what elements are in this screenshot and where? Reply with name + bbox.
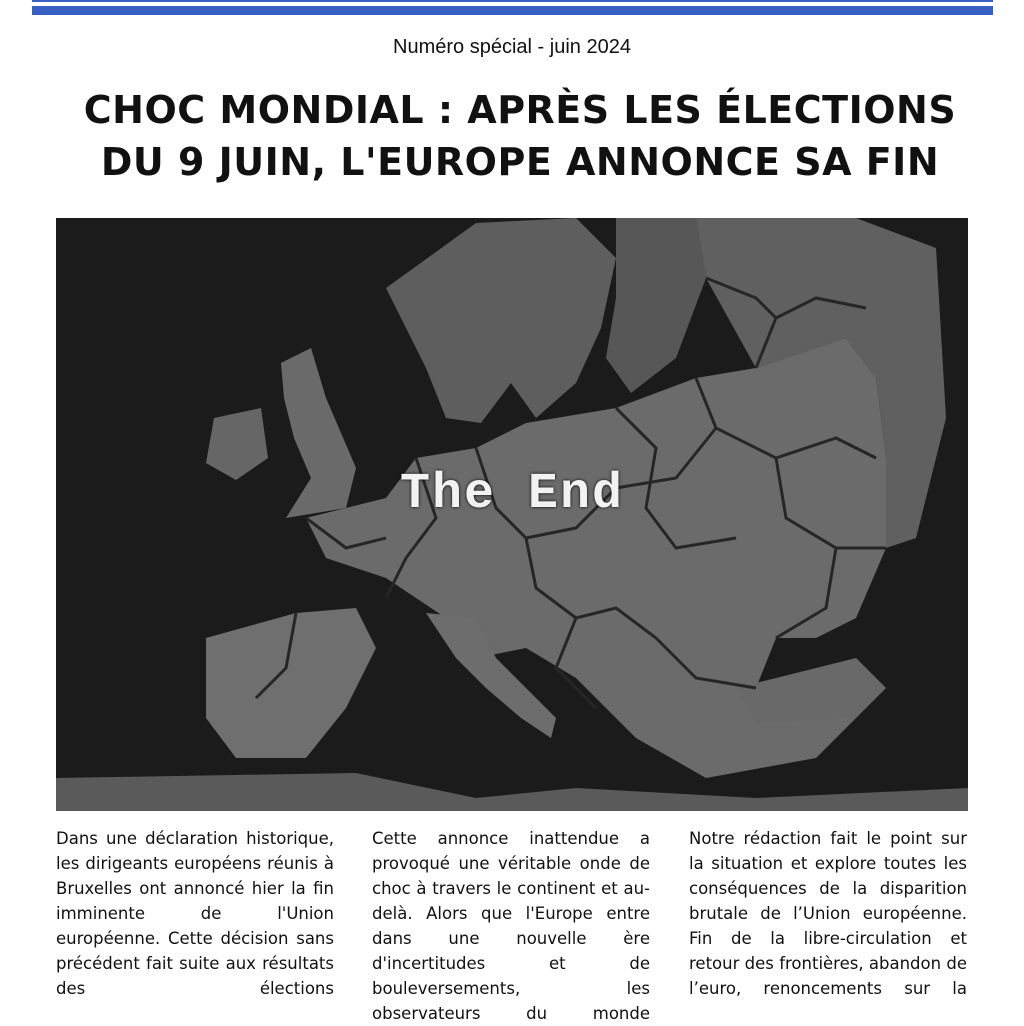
headline: CHOC MONDIAL : APRÈS LES ÉLECTIONS DU 9 JUIN, L'EUROPE ANNONCE SA FIN bbox=[83, 88, 957, 184]
top-rule-thin bbox=[32, 0, 993, 2]
europe-map-photo bbox=[56, 218, 968, 811]
article-column-1: Dans une déclaration historique, les dirigeants européens réunis à Bruxelles ont annoncé hier la fin imminente de l'Union européenne. Cette décision sans précédent fait suite aux résultats des élections bbox=[56, 829, 334, 998]
article-column-2: Cette annonce inattendue a provoqué une véritable onde de choc à travers le continent et au-delà. Alors que l'Europe entre dans une nouvelle ère d'incertitudes et de bouleversements, les observateurs du monde bbox=[372, 829, 650, 1023]
the-end-overlay-text: The End bbox=[399, 466, 625, 523]
article-column-3: Notre rédaction fait le point sur la situation et explore toutes les conséquences de la disparition brutale de l’Union européenne. Fin de la libre-circulation et retour des frontières, abandon de l’euro, renoncements sur la bbox=[689, 829, 967, 998]
issue-line: Numéro spécial - juin 2024 bbox=[393, 36, 631, 58]
top-rule bbox=[32, 6, 993, 15]
